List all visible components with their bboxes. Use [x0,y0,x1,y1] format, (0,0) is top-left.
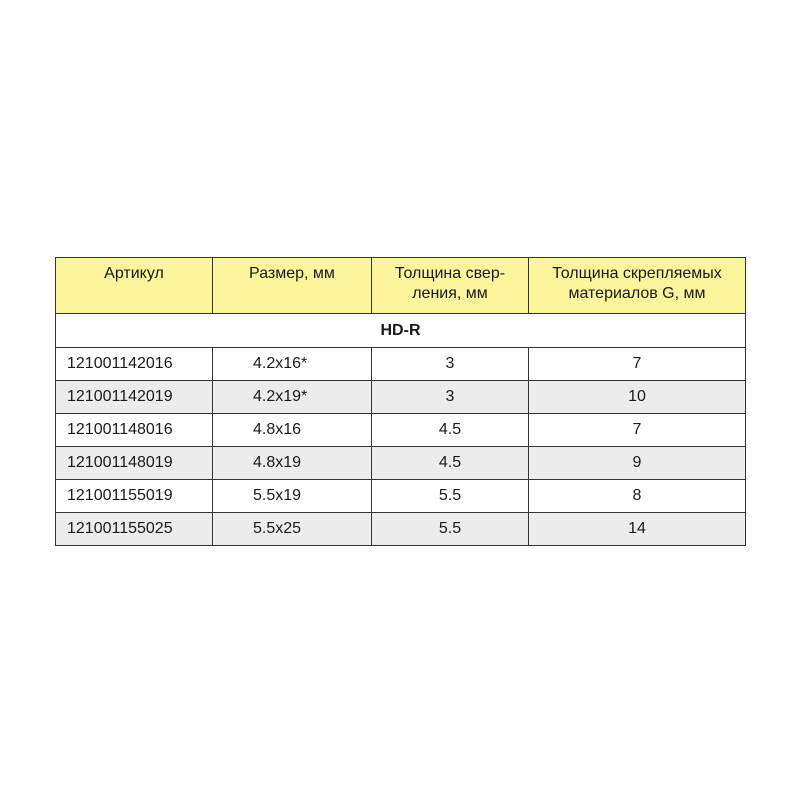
header-article: Артикул [56,258,213,314]
table-row [56,414,746,447]
cell-size: 5.5x19 [213,480,372,513]
cell-size: 4.8x16 [213,414,372,447]
group-row [56,314,746,348]
header-size: Размер, мм [213,258,372,314]
cell-article: 121001155019 [56,480,213,513]
cell-material-thickness: 9 [529,447,746,480]
cell-article: 121001142019 [56,381,213,414]
table-row [56,348,746,381]
group-label: HD-R [56,314,746,348]
table-row [56,513,746,546]
cell-article: 121001148016 [56,414,213,447]
cell-material-thickness: 14 [529,513,746,546]
cell-size: 4.8x19 [213,447,372,480]
cell-drill-thickness: 3 [372,348,529,381]
table-row [56,480,746,513]
table-row [56,447,746,480]
cell-drill-thickness: 4.5 [372,447,529,480]
cell-material-thickness: 8 [529,480,746,513]
header-drill-thickness: Толщина свер- ления, мм [372,258,529,314]
cell-material-thickness: 7 [529,348,746,381]
cell-drill-thickness: 5.5 [372,513,529,546]
cell-article: 121001148019 [56,447,213,480]
table-row [56,381,746,414]
cell-size: 5.5x25 [213,513,372,546]
cell-drill-thickness: 5.5 [372,480,529,513]
cell-article: 121001155025 [56,513,213,546]
cell-size: 4.2x19* [213,381,372,414]
cell-material-thickness: 10 [529,381,746,414]
cell-size: 4.2x16* [213,348,372,381]
header-material-thickness: Толщина скрепляемых материалов G, мм [529,258,746,314]
cell-material-thickness: 7 [529,414,746,447]
table-body [56,348,746,546]
cell-drill-thickness: 4.5 [372,414,529,447]
cell-drill-thickness: 3 [372,381,529,414]
table-header [56,258,746,314]
spec-table [55,257,746,546]
cell-article: 121001142016 [56,348,213,381]
